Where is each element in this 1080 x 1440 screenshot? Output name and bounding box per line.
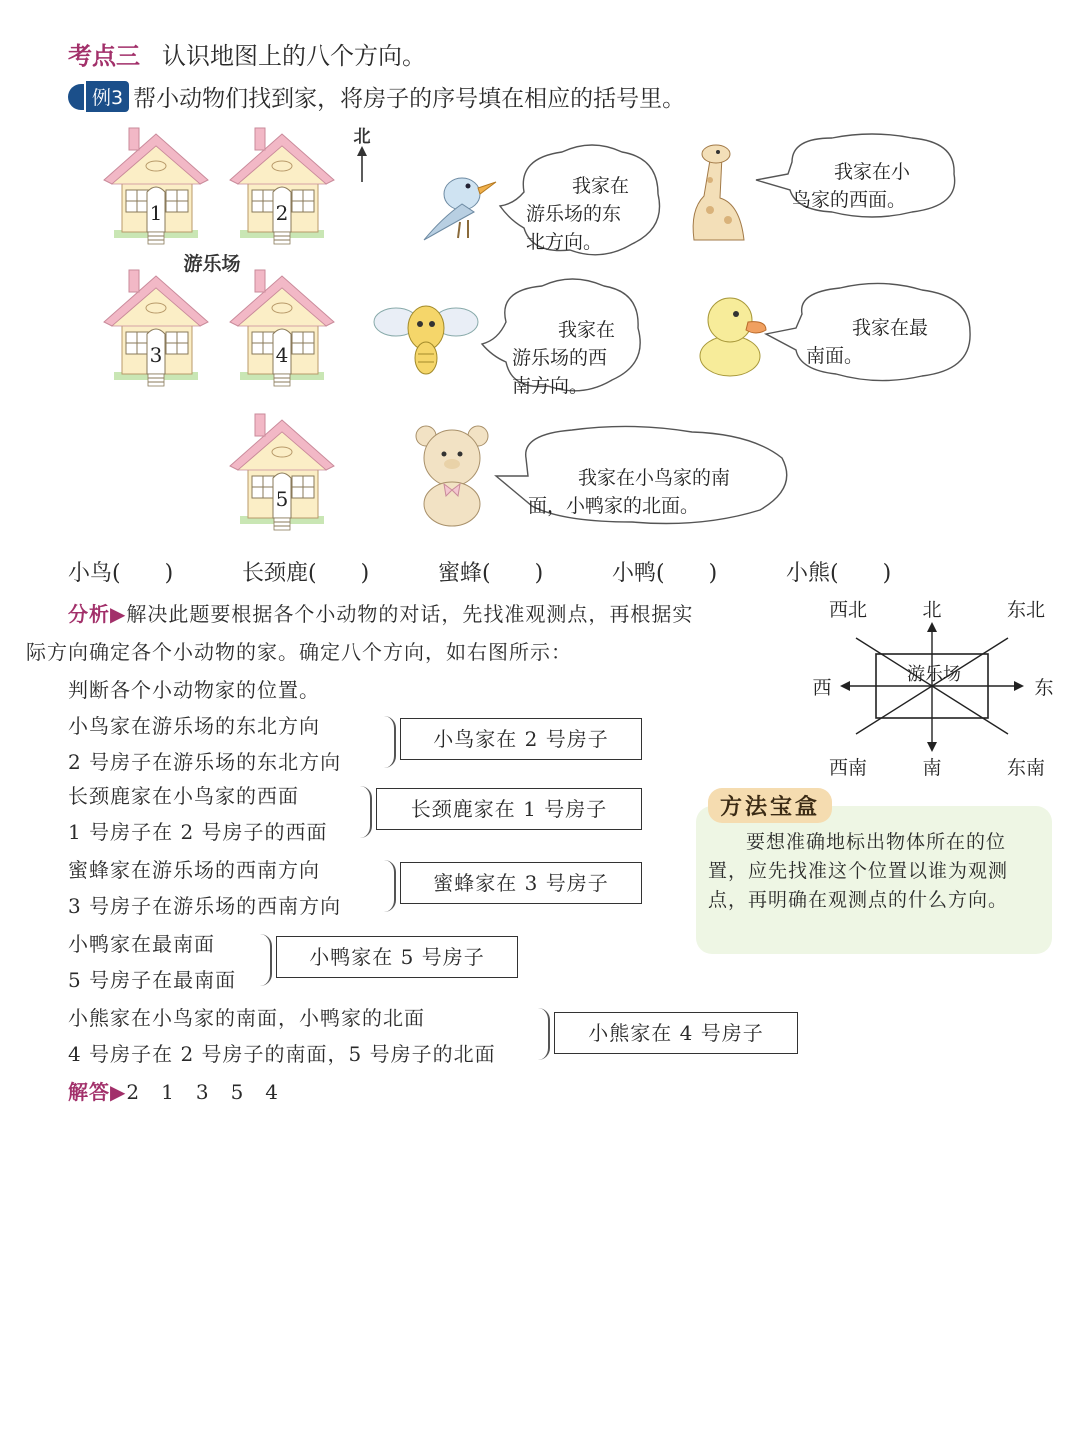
step-3-result: 蜜蜂家在 3 号房子 xyxy=(400,862,642,904)
step-2-result: 长颈鹿家在 1 号房子 xyxy=(376,788,642,830)
compass-center: 游乐场 xyxy=(907,664,961,685)
step-4-b: 5 号房子在最南面 xyxy=(68,968,237,992)
solution-values: 2 1 3 5 4 xyxy=(126,1080,280,1104)
bird-icon xyxy=(424,178,496,240)
step-3-b: 3 号房子在游乐场的西南方向 xyxy=(68,894,342,918)
example-badge xyxy=(68,81,129,112)
north-arrow-icon xyxy=(354,127,371,182)
bear-speech-text: 我家在小鸟家的南 面，小鸭家的北面。 xyxy=(528,467,731,517)
step-1-result: 小鸟家在 2 号房子 xyxy=(400,718,642,760)
compass-w: 西 xyxy=(812,677,832,699)
bird-speech-text: 我家在 游乐场的东 北方向。 xyxy=(526,175,630,253)
house-number: 2 xyxy=(275,201,289,225)
step-1-brace xyxy=(384,716,396,768)
duck-icon xyxy=(700,298,766,376)
house-3 xyxy=(104,270,208,386)
house-4 xyxy=(230,270,334,386)
house-number: 4 xyxy=(275,343,289,367)
answer-bird[interactable]: 小鸟( ) xyxy=(68,561,174,586)
compass-e: 东 xyxy=(1034,677,1054,699)
step-1-a: 小鸟家在游乐场的东北方向 xyxy=(68,714,320,738)
example-text: 帮小动物们找到家，将房子的序号填在相应的括号里。 xyxy=(133,86,686,112)
analysis-line-1: 分析▶解决此题要根据各个小动物的对话，先找准观测点，再根据实 xyxy=(68,602,694,626)
method-title: 方法宝盒 xyxy=(708,788,832,823)
compass-s: 南 xyxy=(922,757,942,779)
step-5-result: 小熊家在 4 号房子 xyxy=(554,1012,798,1054)
giraffe-icon xyxy=(693,145,744,240)
example-heading xyxy=(68,80,685,113)
step-4-a: 小鸭家在最南面 xyxy=(68,932,215,956)
answer-giraffe[interactable]: 长颈鹿( ) xyxy=(242,561,370,586)
step-3-a: 蜜蜂家在游乐场的西南方向 xyxy=(68,858,320,882)
bear-icon xyxy=(416,426,488,526)
bee-speech-text: 我家在 游乐场的西 南方向。 xyxy=(512,319,616,397)
step-5-a: 小熊家在小鸟家的南面，小鸭家的北面 xyxy=(68,1006,425,1030)
answer-bee[interactable]: 蜜蜂( ) xyxy=(438,561,544,586)
step-2-a: 长颈鹿家在小鸟家的西面 xyxy=(68,784,299,808)
house-number: 3 xyxy=(149,343,163,367)
compass-sw: 西南 xyxy=(828,757,868,779)
compass-se: 东南 xyxy=(1006,757,1046,779)
answer-bear[interactable]: 小熊( ) xyxy=(786,561,892,586)
method-text: 要想准确地标出物体所在的位置，应先找准这个位置以谁为观测点，再明确在观测点的什么方向。 xyxy=(708,831,1009,911)
north-label: 北 xyxy=(353,127,371,147)
step-2-brace xyxy=(360,786,372,838)
answer-duck[interactable]: 小鸭( ) xyxy=(612,561,718,586)
section-title: 认识地图上的八个方向。 xyxy=(162,42,426,70)
example-badge-label: 例3 xyxy=(86,81,129,112)
park-label: 游乐场 xyxy=(183,253,241,275)
section-label: 考点三 xyxy=(68,42,140,70)
analysis-tag: 分析 xyxy=(68,602,110,626)
example-illustration xyxy=(92,124,972,544)
step-4-result: 小鸭家在 5 号房子 xyxy=(276,936,518,978)
compass-ne: 东北 xyxy=(1006,599,1046,621)
house-number: 1 xyxy=(149,201,163,225)
step-1-b: 2 号房子在游乐场的东北方向 xyxy=(68,750,342,774)
compass-nw: 西北 xyxy=(828,599,868,621)
step-3-brace xyxy=(384,860,396,912)
bee-icon xyxy=(374,306,478,374)
solution-tag: 解答 xyxy=(68,1080,110,1104)
duck-speech-text: 我家在最 南面。 xyxy=(806,317,929,367)
step-2-b: 1 号房子在 2 号房子的西面 xyxy=(68,820,328,844)
analysis-line-3: 判断各个小动物家的位置。 xyxy=(68,678,320,702)
house-number: 5 xyxy=(275,487,289,511)
giraffe-speech-text: 我家在小 鸟家的西面。 xyxy=(792,161,911,211)
solution-line: 解答▶2 1 3 5 4 xyxy=(68,1080,280,1104)
step-4-brace xyxy=(260,934,272,986)
section-heading xyxy=(68,36,426,71)
compass-n: 北 xyxy=(922,599,942,621)
step-5-brace xyxy=(538,1008,550,1060)
step-5-b: 4 号房子在 2 号房子的南面，5 号房子的北面 xyxy=(68,1042,496,1066)
house-2 xyxy=(230,128,334,244)
house-1 xyxy=(104,128,208,244)
house-5 xyxy=(230,414,334,530)
compass-diagram xyxy=(806,592,1068,788)
analysis-line-2: 际方向确定各个小动物的家。确定八个方向，如右图所示： xyxy=(26,640,572,664)
